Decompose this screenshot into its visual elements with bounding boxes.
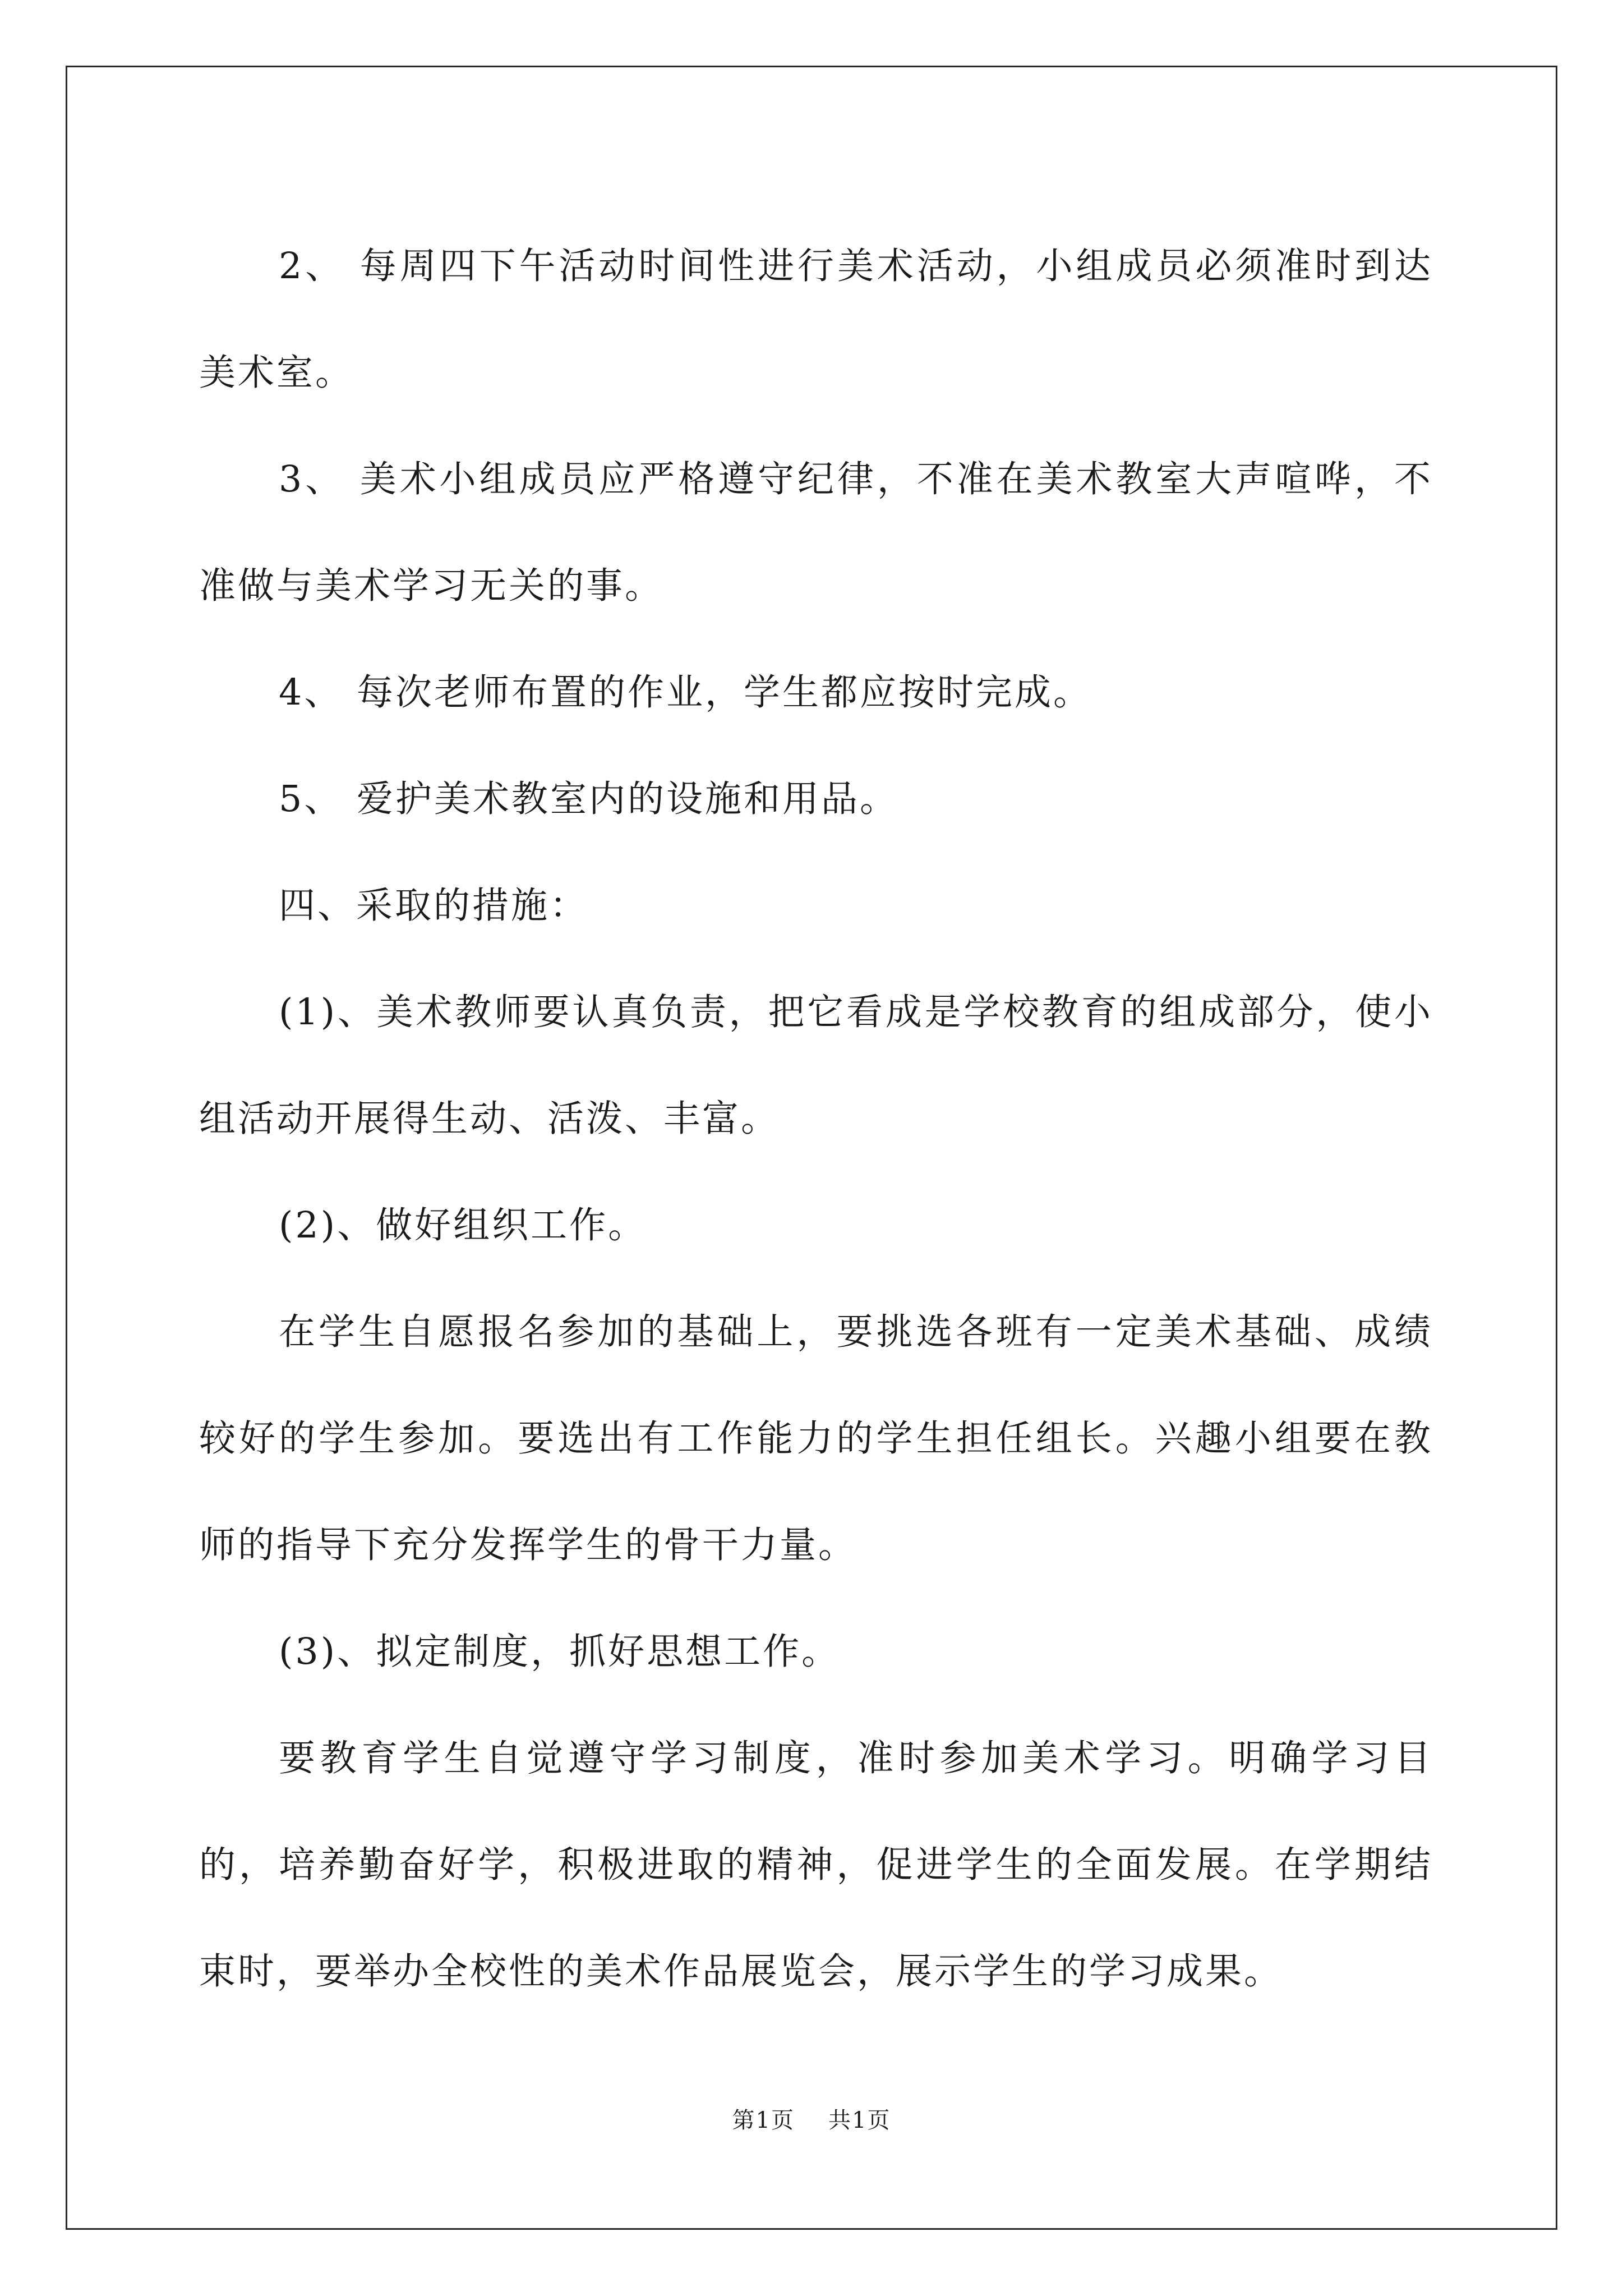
paragraph-measure-3-detail: 要教育学生自觉遵守学习制度，准时参加美术学习。明确学习目的，培养勤奋好学，积极进取的精神，促进学生的全面发展。在学期结束时，要举办全校性的美术作品展览会，展示学生的学习成果。 <box>199 1737 1433 1993</box>
paragraph-measure-3: (3)、拟定制度，抓好思想工作。 <box>279 1631 841 1673</box>
paragraph-rule-2: 2、 每周四下午活动时间性进行美术活动，小组成员必须准时到达美术室。 <box>199 245 1433 394</box>
paragraph-measure-2-detail: 在学生自愿报名参加的基础上，要挑选各班有一定美术基础、成绩较好的学生参加。要选出有工作能力的学生担任组长。兴趣小组要在教师的指导下充分发挥学生的骨干力量。 <box>199 1311 1433 1566</box>
paragraph-rule-3: 3、 美术小组成员应严格遵守纪律，不准在美术教室大声喧哗，不准做与美术学习无关的事。 <box>199 458 1433 607</box>
page-number-current: 第1页 <box>732 2108 795 2133</box>
section-heading-measures: 四、采取的措施： <box>279 885 589 927</box>
paragraph-measure-1: (1)、美术教师要认真负责，把它看成是学校教育的组成部分，使小组活动开展得生动、活泼、丰富。 <box>199 991 1433 1140</box>
paragraph-rule-4: 4、 每次老师布置的作业，学生都应按时完成。 <box>279 671 1092 714</box>
paragraph-rule-5: 5、 爱护美术教室内的设施和用品。 <box>279 778 899 820</box>
document-body <box>199 213 1433 2025</box>
page-number-total: 共1页 <box>828 2108 891 2133</box>
paragraph-measure-2: (2)、做好组织工作。 <box>279 1204 647 1246</box>
page-footer <box>0 2102 1623 2134</box>
